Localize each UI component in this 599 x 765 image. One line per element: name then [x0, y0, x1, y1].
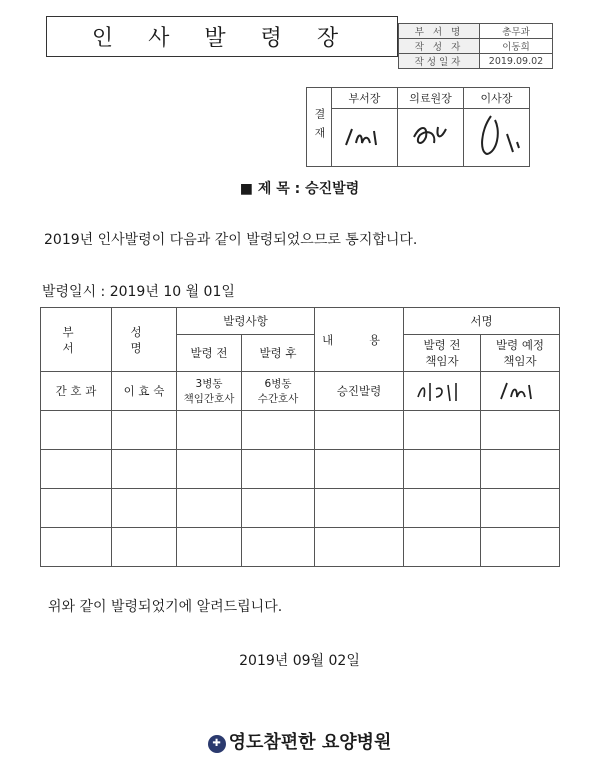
table-row: [41, 450, 560, 489]
cell-name: 이 효 숙: [112, 372, 177, 411]
cell-sig-before: [404, 372, 481, 411]
meta-label: 작 성 자: [399, 39, 480, 54]
header-signature: 서명: [404, 308, 560, 335]
subject-line: ■ 제 목 : 승진발령: [239, 181, 360, 197]
approval-signature: [398, 109, 464, 167]
header-sig-after: 발령 예정 책임자: [481, 335, 560, 372]
handwritten-signature: [406, 119, 456, 153]
handwritten-signature: [469, 112, 525, 160]
cell-sig-after: [481, 372, 560, 411]
cell-dept: 간 호 과: [41, 372, 112, 411]
meta-label: 작성일자: [399, 54, 480, 69]
header-name: 성 명: [112, 308, 177, 372]
approval-signature: [464, 109, 530, 167]
meta-label: 부 서 명: [399, 24, 480, 39]
effective-date: 발령일시 : 2019년 10 월 01일: [42, 284, 235, 300]
document-meta-table: [398, 23, 553, 69]
issue-date: 2019년 09월 02일: [239, 653, 360, 669]
header-order: 발령사항: [177, 308, 315, 335]
table-row: [41, 372, 560, 411]
header-before: 발령 전: [177, 335, 242, 372]
meta-value: 2019.09.02: [480, 54, 553, 69]
cell-before: 3병동 책임간호사: [177, 372, 242, 411]
cell-after: 6병동 수간호사: [242, 372, 315, 411]
approval-box: [306, 87, 530, 167]
approval-role: 부서장: [332, 88, 398, 109]
handwritten-signature: [340, 121, 390, 151]
intro-text: 2019년 인사발령이 다음과 같이 발령되었으므로 통지합니다.: [44, 232, 418, 248]
approval-signature: [332, 109, 398, 167]
approval-role: 의료원장: [398, 88, 464, 109]
handwritten-signature: [495, 375, 545, 405]
organization-name: [0, 728, 599, 754]
approval-label: 결재: [307, 88, 332, 167]
hospital-logo-icon: ✚: [208, 735, 226, 753]
personnel-order-table: [40, 307, 560, 567]
table-row: [41, 528, 560, 567]
handwritten-signature: [410, 375, 474, 405]
header-dept: 부 서: [41, 308, 112, 372]
table-row: [41, 411, 560, 450]
header-sig-before: 발령 전 책임자: [404, 335, 481, 372]
meta-value: 이동희: [480, 39, 553, 54]
closing-text: 위와 같이 발령되었기에 알려드립니다.: [48, 599, 283, 615]
header-after: 발령 후: [242, 335, 315, 372]
meta-value: 총무과: [480, 24, 553, 39]
header-content: 내 용: [315, 308, 404, 372]
organization-label: 영도참편한 요양병원: [228, 732, 392, 753]
table-row: [41, 489, 560, 528]
cell-content: 승진발령: [315, 372, 404, 411]
document-title: 인 사 발 령 장: [46, 16, 398, 57]
approval-role: 이사장: [464, 88, 530, 109]
